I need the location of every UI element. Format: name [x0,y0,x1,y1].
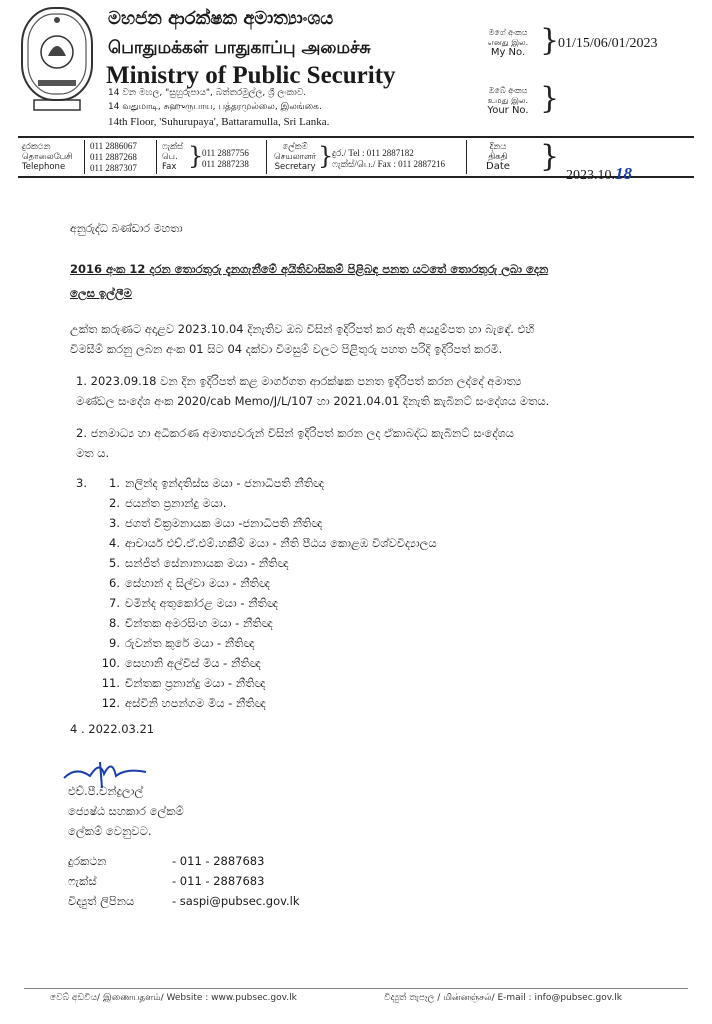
nominee-number: 12. [101,696,120,710]
nominee-text: සෙහානි අල්විස් මිය - නීතිඥ [125,656,261,670]
nominee-number: 6. [109,576,120,590]
nominee-text: නලින්ද ඉන්දතිස්ස මයා - ජනාධිපති නීතිඥ [125,476,325,490]
address-english: 14th Floor, 'Suhurupaya', Battaramulla, Sri Lanka. [108,116,330,128]
signatory-for: ලේකම් වෙනුවට. [68,824,152,838]
telephone-label: දුරකථන தொலைபேசி Telephone [22,142,73,172]
date-handwritten-day: 18 [615,164,632,183]
contact-phone-value: - 011 - 2887683 [172,854,265,868]
nominee-list-item [98,536,437,551]
nominee-text: චින්තක ප්‍රනාන්දු මයා - නීතිඥ [125,676,266,690]
item4-date: 4 . 2022.03.21 [70,722,155,736]
nominee-list-item [98,576,270,591]
subject-line-2: ලෙස ඉල්ලීම [70,286,132,300]
nominee-text: ජගත් වික්‍රමනායක මයා -ජනාධිපති නීතිඥ [125,516,323,530]
nominee-text: සන්ජීත් සේනානායක මයා - නීතිඥ [125,556,289,570]
nominee-list-item [98,696,266,711]
your-no-brace: } [540,81,560,116]
fax-numbers: 011 2887756 011 2887238 [202,148,249,169]
date-value: 2023.10.18 [566,164,632,183]
secretary-label: ලේකම් செயலாளர் Secretary [274,142,317,172]
ministry-name-tamil: பொதுமக்கள் பாதுகாப்பு அமைச்சு [108,38,371,58]
nominee-list-item [98,556,289,571]
nominee-list-item [98,476,324,491]
para1-line-2: විමසීම් කරනු ලබන අංක 01 සිට 04 දක්වා විමසුම් වලට පිළිතුරු පහත පරිදි ඉදිරිපත් කරමි. [70,342,503,356]
item1-line-1: 1. 2023.09.18 වන දින ඉදිරිපත් කළ මාර්ගගත ආරක්ෂක පනත ඉදිරිපත් කරන ලද්දේ අමාත්‍ය [76,374,522,388]
nominee-text: ආචාර්ය එච්.ඒ.එම්.හකීම් මයා - නීති පීඨය කොළඹ විශ්වවිද්‍යාලය [125,536,437,550]
nominee-text: සේහාන් ද සිල්වා මයා - නීතිඥ [125,576,271,590]
item1-line-2: මණ්ඩල සංදේශ අංක 2020/cab Memo/J/L/107 හා 2021.04.01 දිනැති කැබිනට් සංදේශය මතය. [76,394,550,408]
contact-fax-value: - 011 - 2887683 [172,874,265,888]
date-label: දිනය திகதி Date [486,142,510,172]
nominee-number: 3. [109,516,120,530]
nominee-number: 10. [101,656,120,670]
signatory-name: එච්.පී.චන්ද්‍රලාල් [68,784,144,798]
footer-email: විද්‍යුත් තැපෑල / மின்னஞ்சல்/ E-mail : info@pubsec.gov.lk [384,993,622,1003]
my-no-label: මගේ අංකය எனது இல. My No. [487,28,529,58]
footer-rule [24,988,688,989]
nominee-text: චමින්ද අතුකෝරළ මයා - නීතිඥ [125,596,278,610]
fax-label: ෆැක්ස් பெ. Fax [162,142,184,172]
your-no-label: ඔබේ අංකය உமது இல. Your No. [487,86,529,116]
nominee-number: 11. [101,676,120,690]
header-top-rule [18,136,694,138]
nominee-list-item [98,516,322,531]
address-sinhala: 14 වන මහල, "සුහුරුපාය", බත්තරමුල්ල, ශ්‍රී ලංකාව. [108,88,307,98]
nominee-list-item [98,676,266,691]
my-no-brace: } [540,23,560,58]
national-emblem-icon [18,6,96,114]
contact-email-label: විද්‍යුත් ලිපිනය [68,894,135,908]
nominee-number: 9. [109,636,120,650]
item2-line-2: මත ය. [76,446,110,460]
nominee-list-item [98,616,273,631]
nominee-number: 1. [109,476,120,490]
nominee-text: අස්විනි හපන්ගම මිය - නීතිඥ [125,696,266,710]
ministry-name-sinhala: මහජන ආරක්ෂක අමාත්‍යාංශය [108,8,334,29]
nominee-list-item [98,596,278,611]
footer-website: වෙබ් අඩවිය/ இணையதளம்/ Website : www.pubsec.gov.lk [50,993,297,1003]
nominee-list-item [98,656,261,671]
nominee-number: 4. [109,536,120,550]
nominee-text: චින්තක අමරසිංහ මයා - නීතිඥ [125,616,273,630]
nominee-list-item [98,636,255,651]
item3-label: 3. [76,476,87,490]
nominee-number: 7. [109,596,120,610]
nominee-list-item [98,496,226,511]
item2-line-1: 2. ජනමාධ්‍ය හා අධිකරණ අමාත්‍යවරුන් විසින් ඉදිරිපත් කරන ලද ඒකාබද්ධ කැබිනට් සංදේශය [76,426,514,440]
nominee-text: රුවන්ත කුරේ මයා - නීතිඥ [125,636,255,650]
contact-email-value: - saspi@pubsec.gov.lk [172,894,300,908]
telephone-numbers: 011 2886067 011 2887268 011 2887307 [90,141,137,173]
ministry-name-english: Ministry of Public Security [106,62,396,89]
signatory-title: ජ්‍යෙෂ්ඨ සහකාර ලේකම් [68,804,184,818]
nominee-number: 2. [109,496,120,510]
address-tamil: 14 வதுமாடி, சுஹுருபாய, பத்தரமுல்லை, இலங்கை. [108,102,322,112]
nominee-number: 5. [109,556,120,570]
subject-line-1: 2016 අංක 12 දරන තොරතුරු දැනගැනීමේ අයිතිවාසිකම් පිළිබඳ පනත යටතේ තොරතුරු ලබා දෙන [70,262,549,276]
secretary-contacts: දුර./ Tel : 011 2887182 ෆැක්ස්/பெ./ Fax : 011 2887216 [332,148,446,169]
nominee-number: 8. [109,616,120,630]
my-no-value: 01/15/06/01/2023 [558,36,658,51]
addressee: අනුරුද්ධ බණ්ඩාර මහතා [70,222,183,235]
contact-fax-label: ෆැක්ස් [68,874,97,888]
para1-line-1: උක්ත කරුණට අදාළව 2023.10.04 දිනැතිව ඔබ විසින් ඉදිරිපත් කර ඇති අයදුම්පත හා බැඳේ. එහි [70,322,535,336]
contact-phone-label: දුරකථන [68,854,107,868]
nominee-text: ජයන්ත ප්‍රනාන්දු මයා. [125,496,227,510]
